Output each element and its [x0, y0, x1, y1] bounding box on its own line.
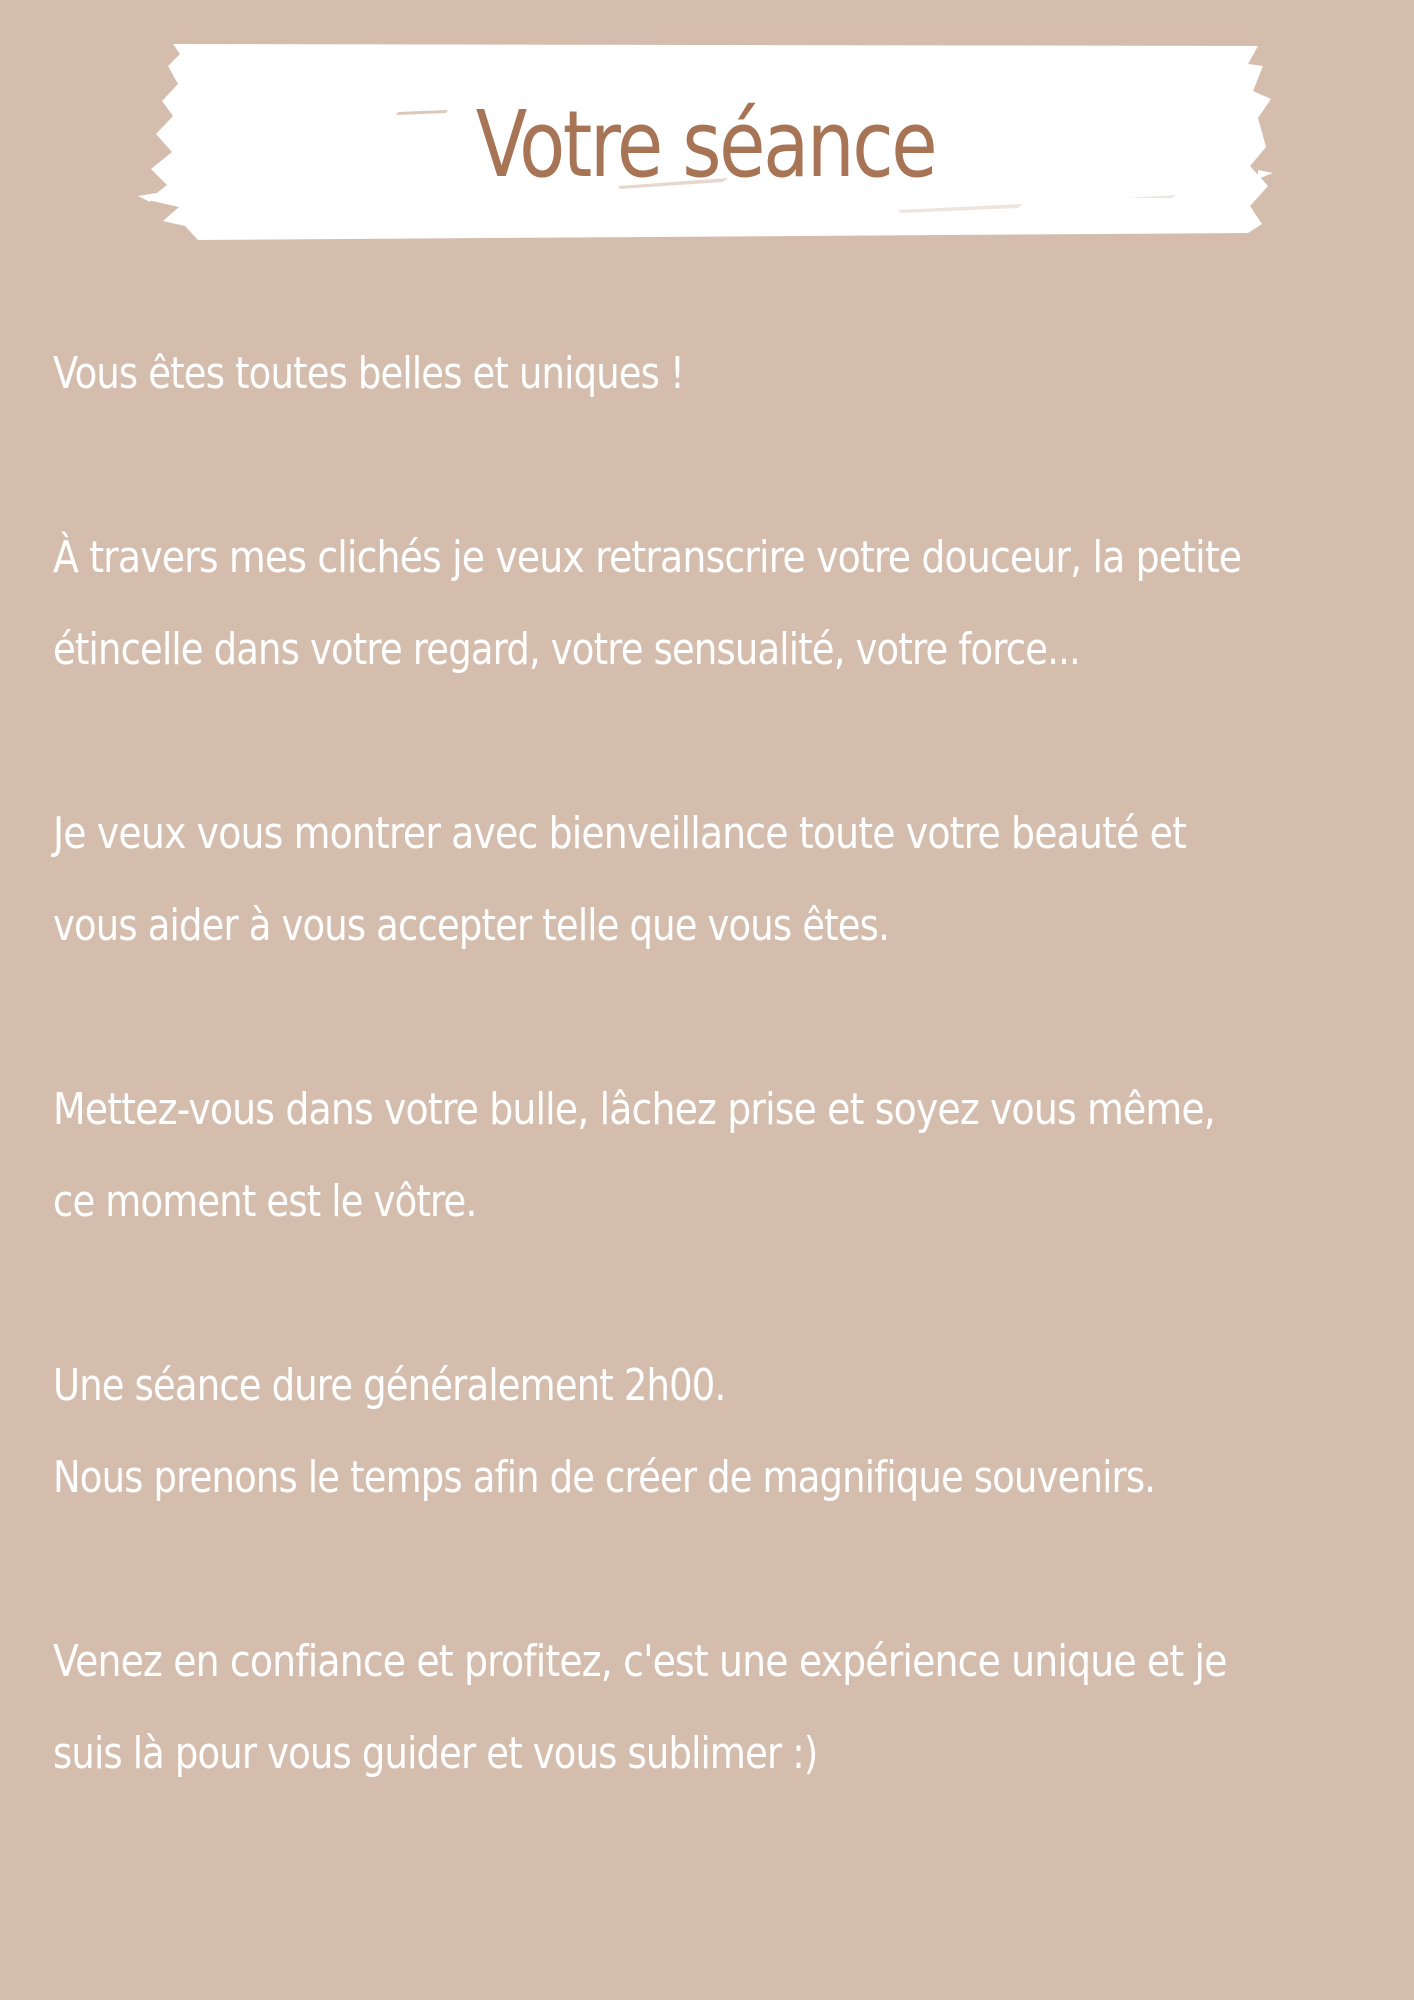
text-line: À travers mes clichés je veux retranscrire votre douceur, la petite: [53, 532, 1242, 583]
title-banner: [138, 36, 1273, 246]
text-line: Je veux vous montrer avec bienveillance toute votre beauté et: [53, 808, 1187, 859]
text-line: Vous êtes toutes belles et uniques !: [53, 348, 684, 399]
paragraph-3: [53, 788, 1363, 972]
text-line: suis là pour vous guider et vous sublimer :): [53, 1728, 818, 1779]
text-line: Mettez-vous dans votre bulle, lâchez prise et soyez vous même,: [53, 1084, 1215, 1135]
paragraph-6: [53, 1616, 1363, 1800]
paragraph-4: [53, 1064, 1363, 1248]
text-line: étincelle dans votre regard, votre sensualité, votre force...: [53, 624, 1080, 675]
text-line: Nous prenons le temps afin de créer de magnifique souvenirs.: [53, 1452, 1156, 1503]
text-line: vous aider à vous accepter telle que vous êtes.: [53, 900, 889, 951]
text-line: Une séance dure généralement 2h00.: [53, 1360, 726, 1411]
text-line: ce moment est le vôtre.: [53, 1176, 477, 1227]
page-title: Votre séance: [475, 91, 936, 198]
body-text: [53, 328, 1363, 1892]
paragraph-1: [53, 328, 1363, 420]
paragraph-2: [53, 512, 1363, 696]
text-line: Venez en confiance et profitez, c'est une expérience unique et je: [53, 1636, 1227, 1687]
paragraph-5: [53, 1340, 1363, 1524]
